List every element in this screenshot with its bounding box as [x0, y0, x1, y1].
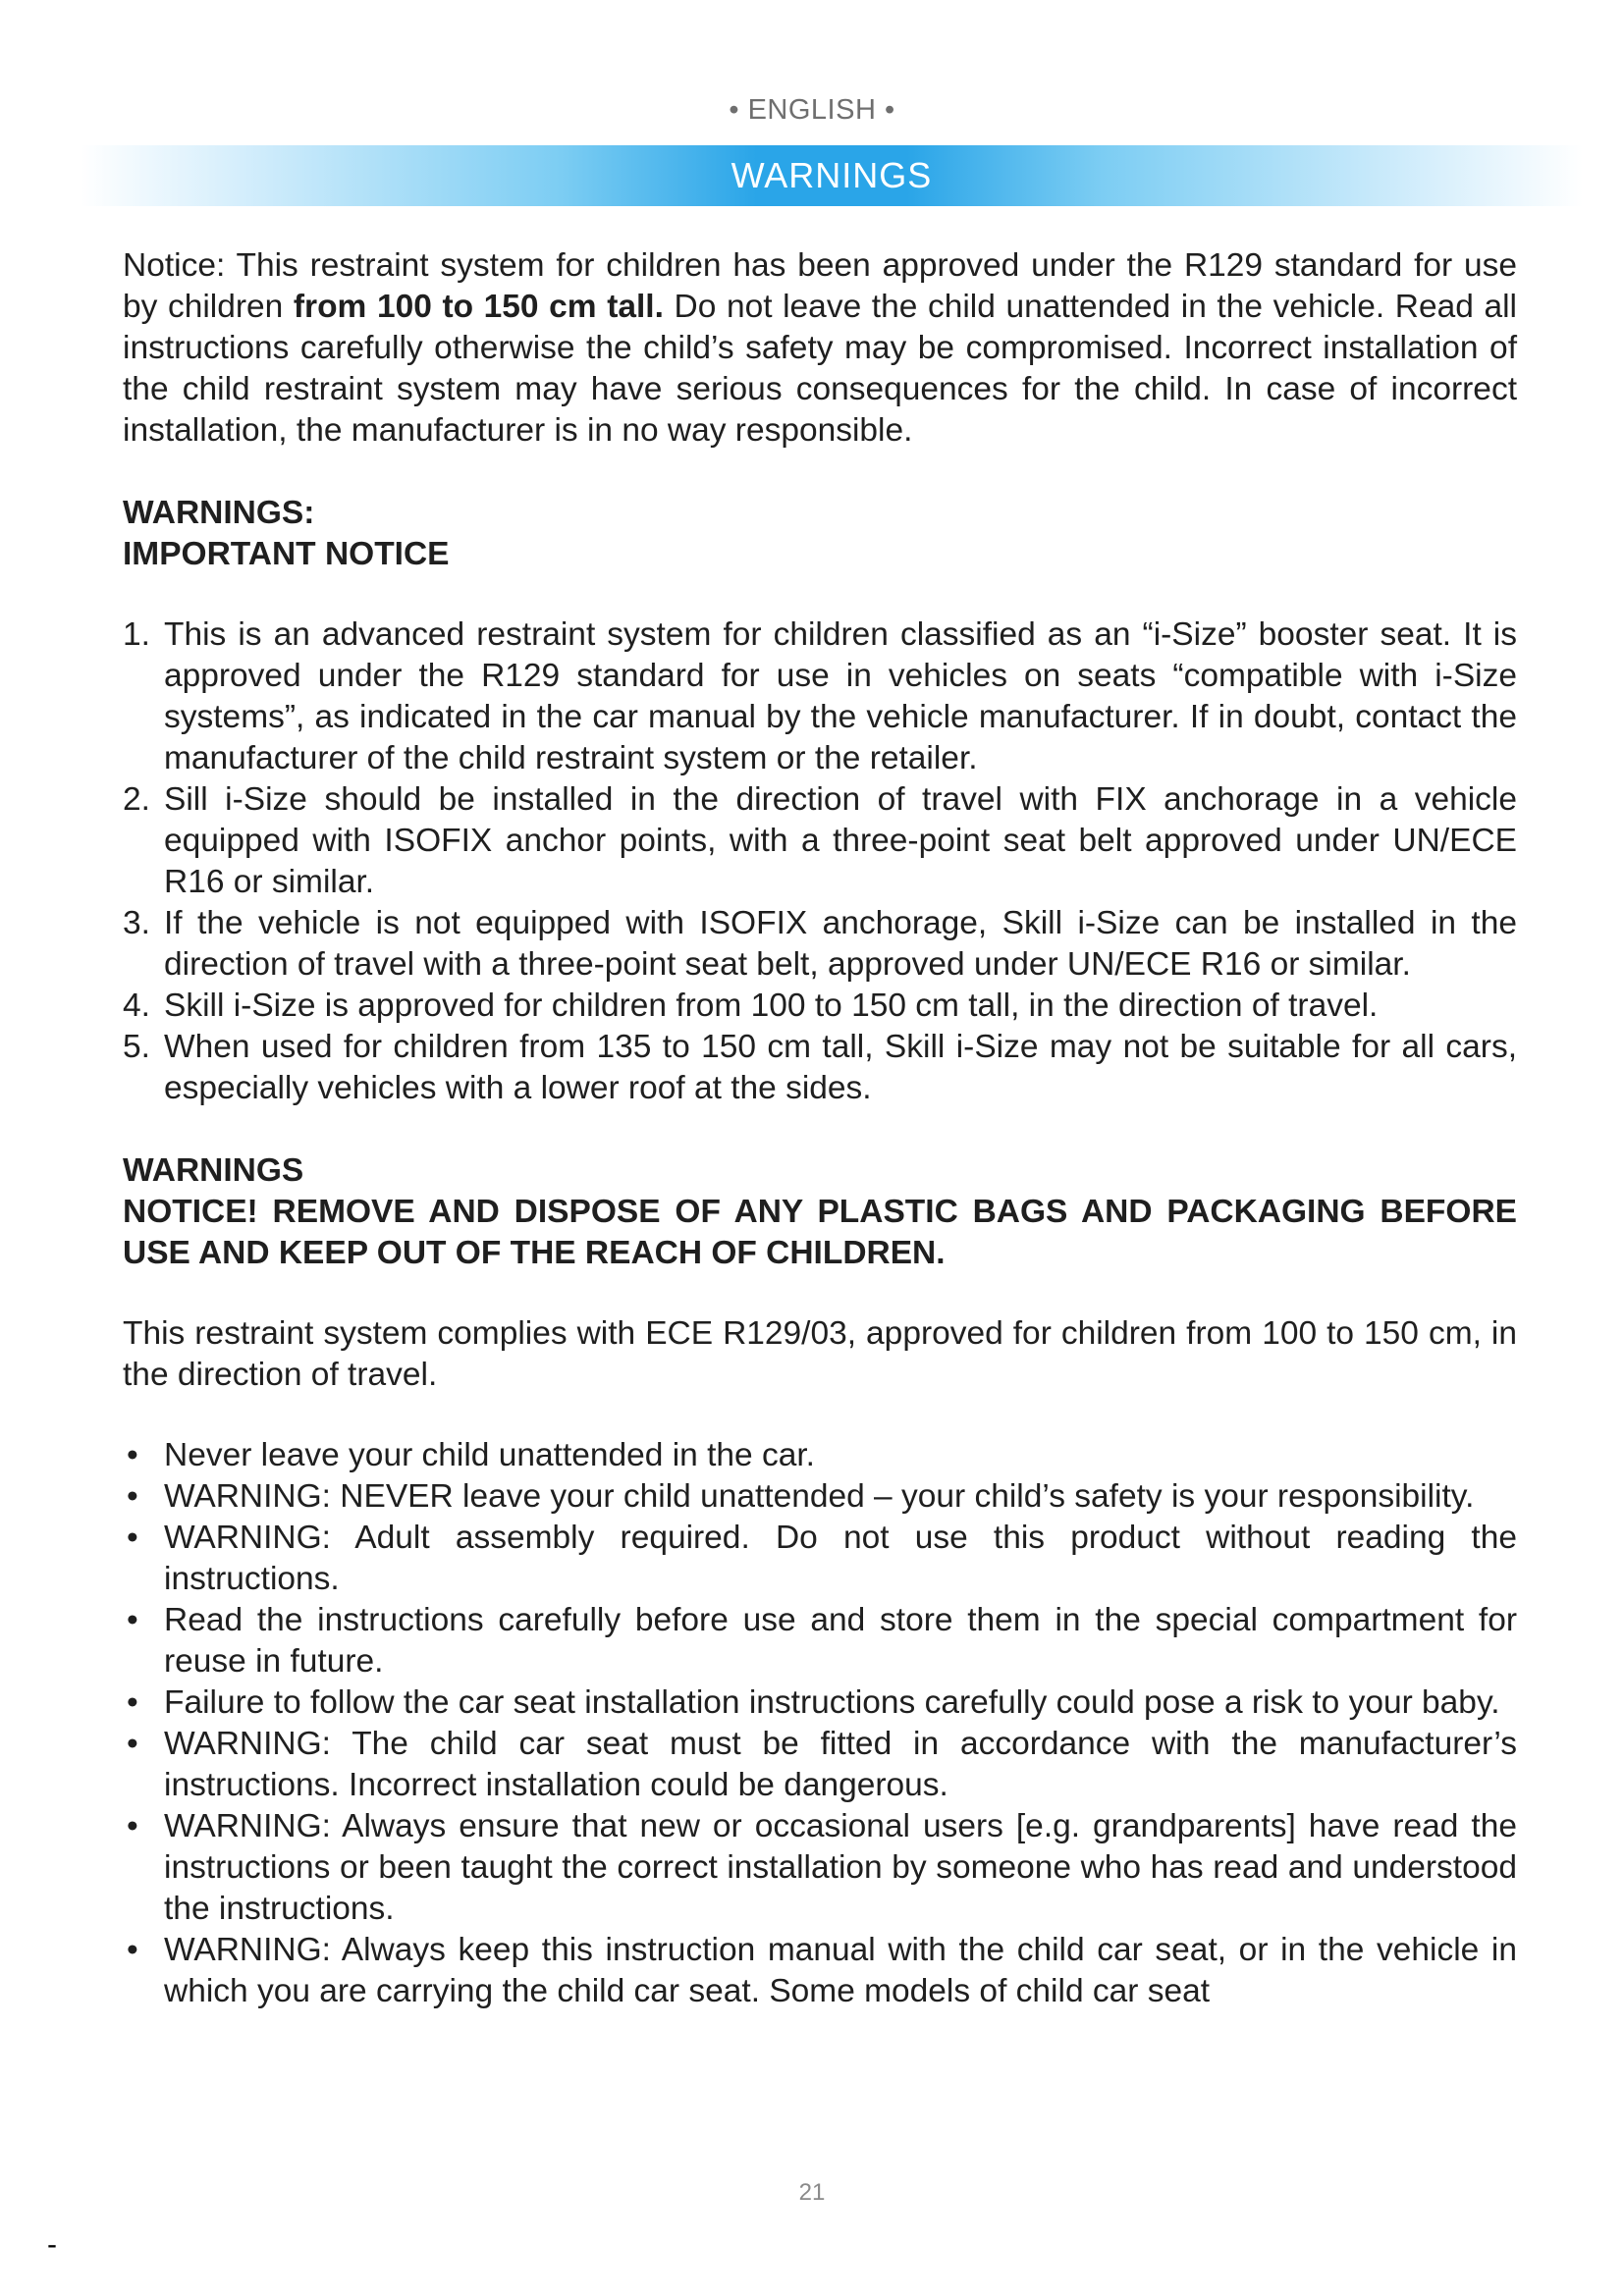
page-content [123, 245, 1517, 2012]
list-item [123, 1518, 1517, 1600]
bullet-icon: • [127, 1437, 138, 1473]
list-item-text: Skill i-Size is approved for children from 100 to 150 cm tall, in the direction of travel. [164, 988, 1379, 1024]
list-item-text: This is an advanced restraint system for children classified as an “i-Size” booster seat. It is approved under the R129 standard for use in vehicles on seats “compatible with i-Size systems”, as indicated in the car manual by the vehicle manufacturer. If in doubt, contact the manufacturer of the child restraint system or the retailer. [164, 616, 1517, 776]
list-item [123, 1724, 1517, 1806]
list-item [123, 1930, 1517, 2012]
list-item-text: WARNING: Adult assembly required. Do not use this product without reading the instructions. [164, 1520, 1517, 1597]
list-item [123, 986, 1517, 1027]
list-item [123, 1027, 1517, 1109]
list-item [123, 1806, 1517, 1930]
list-item-text: Read the instructions carefully before use and store them in the special compartment for reuse in future. [164, 1602, 1517, 1680]
list-item [123, 1435, 1517, 1476]
list-item-number: 3. [123, 905, 150, 941]
list-item [123, 903, 1517, 986]
list-item-number: 5. [123, 1029, 150, 1065]
list-item-text: WARNING: Always keep this instruction manual with the child car seat, or in the vehicle in which you are carrying the child car seat. Some models of child car seat [164, 1932, 1517, 2009]
list-item-text: WARNING: The child car seat must be fitted in accordance with the manufacturer’s instructions. Incorrect installation could be dangerous. [164, 1726, 1517, 1803]
intro-text-after: Do not leave the child unattended in the vehicle. Read all instructions carefully otherwise the child’s safety may be compromised. Incorrect installation of the child restraint system may have serious consequences for the child. In case of incorrect installation, the manufacturer is in no way responsible. [123, 289, 1517, 449]
list-item-number: 4. [123, 988, 150, 1024]
section1-heading-line1: WARNINGS: [123, 495, 315, 531]
list-item-text: If the vehicle is not equipped with ISOFIX anchorage, Skill i-Size can be installed in the direction of travel with a three-point seat belt, approved under UN/ECE R16 or similar. [164, 905, 1517, 983]
list-item-number: 2. [123, 781, 150, 818]
bullet-icon: • [127, 1478, 138, 1515]
intro-paragraph [123, 245, 1517, 452]
bullet-icon: • [127, 1684, 138, 1721]
list-item-text: WARNING: NEVER leave your child unattended – your child’s safety is your responsibility. [164, 1478, 1475, 1515]
intro-text-before: Notice: This restraint system for children has been approved under the R129 standard for use by children [123, 247, 1517, 325]
bullet-icon: • [127, 1520, 138, 1556]
corner-mark: - [47, 2228, 57, 2261]
list-item [123, 614, 1517, 779]
list-item [123, 1682, 1517, 1724]
list-item-text: Sill i-Size should be installed in the direction of travel with FIX anchorage in a vehicle equipped with ISOFIX anchor points, with a three-point seat belt approved under UN/ECE R16 or similar. [164, 781, 1517, 900]
list-item [123, 1476, 1517, 1518]
bullet-icon: • [127, 1602, 138, 1638]
section2-notice-heading: NOTICE! REMOVE AND DISPOSE OF ANY PLASTIC BAGS AND PACKAGING BEFORE USE AND KEEP OUT OF THE REACH OF CHILDREN. [123, 1194, 1517, 1271]
warnings-bullet-list [123, 1435, 1517, 2012]
bullet-icon: • [127, 1808, 138, 1844]
bullet-icon: • [127, 1932, 138, 1968]
list-item-text: When used for children from 135 to 150 cm tall, Skill i-Size may not be suitable for all cars, especially vehicles with a lower roof at the sides. [164, 1029, 1517, 1106]
language-label: • ENGLISH • [729, 94, 895, 126]
intro-bold-height: from 100 to 150 cm tall. [293, 289, 664, 325]
compliance-paragraph: This restraint system complies with ECE R129/03, approved for children from 100 to 150 cm, in the direction of travel. [123, 1315, 1517, 1393]
page-number: 21 [798, 2179, 826, 2206]
important-notice-list [123, 614, 1517, 1109]
list-item-number: 1. [123, 616, 150, 653]
section2-heading-line1: WARNINGS [123, 1152, 304, 1189]
list-item-text: Failure to follow the car seat installation instructions carefully could pose a risk to your baby. [164, 1684, 1500, 1721]
bullet-icon: • [127, 1726, 138, 1762]
list-item [123, 779, 1517, 903]
section1-heading-line2: IMPORTANT NOTICE [123, 536, 450, 572]
banner-title: WARNINGS [731, 155, 933, 195]
list-item [123, 1600, 1517, 1682]
list-item-text: Never leave your child unattended in the car. [164, 1437, 815, 1473]
list-item-text: WARNING: Always ensure that new or occasional users [e.g. grandparents] have read the instructions or been taught the correct installation by someone who has read and understood the instructions. [164, 1808, 1517, 1927]
warnings-banner [81, 145, 1583, 206]
